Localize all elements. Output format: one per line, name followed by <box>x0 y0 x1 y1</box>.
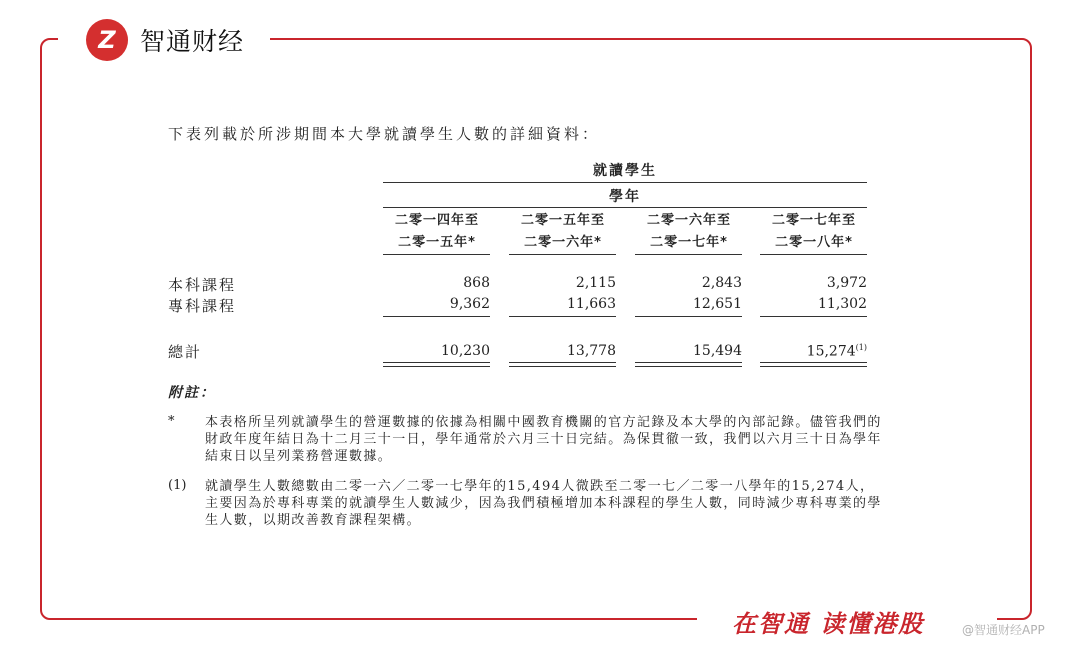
table-cell: 12,651 <box>693 296 742 312</box>
row-label-junior-college: 專科課程 <box>168 297 237 315</box>
subtotal-rule <box>383 316 490 317</box>
logo-icon: Z <box>86 19 128 61</box>
table-cell-total: 15,494 <box>693 343 742 359</box>
note-mark: * <box>168 414 175 429</box>
subtotal-rule <box>760 316 867 317</box>
column-rule <box>509 254 616 255</box>
total-rule <box>509 362 616 363</box>
column-header: 二零一七年至 二零一八年* <box>771 213 856 250</box>
total-rule <box>635 362 742 363</box>
table-cell: 9,362 <box>449 296 490 312</box>
intro-text: 下表列載於所涉期間本大學就讀學生人數的詳細資料： <box>168 125 601 143</box>
note-text: 本表格所呈列就讀學生的營運數據的依據為相關中國教育機關的官方記錄及本大學的內部記錄。儘管我們的財政年度年結日為十二月三十一日，學年通常於六月三十日完結。為保貫徹一致，我們以六月三十日為學年結束日以呈列業務營運數據。 <box>205 415 882 464</box>
table-cell-total: 15,274$^{(1)}$ <box>806 343 867 360</box>
total-rule <box>760 362 867 363</box>
watermark: @智通财经APP <box>962 623 1045 637</box>
brand-slogan: 在智通 读懂港股 <box>732 610 925 638</box>
subheader-rule <box>383 207 867 208</box>
footnote-ref: (1) <box>855 343 867 352</box>
row-label-undergraduate: 本科課程 <box>168 276 237 294</box>
header-rule <box>383 182 867 183</box>
table-cell: 11,302 <box>818 296 867 312</box>
column-rule <box>383 254 490 255</box>
note-text: 就讀學生人數總數由二零一六／二零一七學年的15,494人微跌至二零一七／二零一八學年的15,274人，主要因為於專科專業的就讀學生人數減少，因為我們積極增加本科課程的學生人數，同時減少專科專業的學生人數，以期改善教育課程架構。 <box>205 479 882 528</box>
subtotal-rule <box>509 316 616 317</box>
total-rule <box>383 366 490 367</box>
sub-header: 學年 <box>609 189 641 205</box>
brand-logo <box>86 18 244 62</box>
row-label-total: 總計 <box>168 343 203 361</box>
table-cell: 3,972 <box>826 275 867 291</box>
note-mark: (1) <box>168 478 187 493</box>
column-header: 二零一六年至 二零一七年* <box>646 213 731 250</box>
table-cell: 11,663 <box>567 296 616 312</box>
table-cell: 2,843 <box>701 275 742 291</box>
column-header: 二零一四年至 二零一五年* <box>394 213 479 250</box>
table-cell-total: 10,230 <box>441 343 490 359</box>
table-cell: 2,115 <box>575 275 616 291</box>
group-header: 就讀學生 <box>593 163 657 179</box>
total-rule <box>509 366 616 367</box>
table-cell-total: 13,778 <box>567 343 616 359</box>
column-rule <box>635 254 742 255</box>
subtotal-rule <box>635 316 742 317</box>
column-rule <box>760 254 867 255</box>
notes-title: 附註： <box>168 385 216 401</box>
total-rule <box>635 366 742 367</box>
total-rule <box>760 366 867 367</box>
brand-name: 智通财经 <box>140 27 245 56</box>
column-header: 二零一五年至 二零一六年* <box>520 213 605 250</box>
table-cell: 868 <box>463 275 490 291</box>
total-rule <box>383 362 490 363</box>
